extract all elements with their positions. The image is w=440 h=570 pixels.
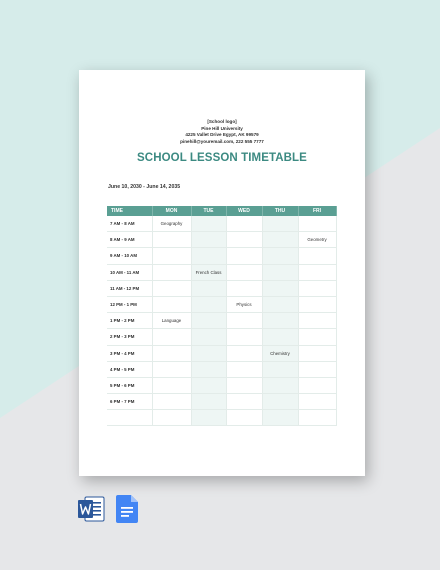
time-slot-cell: 5 PM - 6 PM xyxy=(107,377,152,393)
time-slot-cell xyxy=(107,410,152,426)
time-slot-cell: 1 PM - 2 PM xyxy=(107,313,152,329)
table-row xyxy=(107,377,336,393)
table-row xyxy=(107,345,336,361)
lesson-cell xyxy=(226,394,262,410)
lesson-cell xyxy=(152,361,191,377)
lesson-cell xyxy=(298,313,336,329)
lesson-cell xyxy=(152,264,191,280)
document-title: SCHOOL LESSON TIMETABLE xyxy=(137,152,307,164)
lesson-cell: Language xyxy=(152,313,191,329)
lesson-cell xyxy=(226,280,262,296)
school-contact: pinehill@youremail.com, 222 555 7777 xyxy=(180,138,264,144)
time-slot-cell: 7 AM - 8 AM xyxy=(107,216,152,232)
column-header-tue: TUE xyxy=(191,206,226,216)
table-row xyxy=(107,313,336,329)
lesson-cell xyxy=(226,329,262,345)
lesson-cell xyxy=(298,248,336,264)
table-row xyxy=(107,394,336,410)
lesson-cell xyxy=(262,394,298,410)
timetable-header-row xyxy=(107,206,336,216)
lesson-cell xyxy=(191,313,226,329)
school-address: 4225 Vallet Drive Egypt, AK 99579 xyxy=(185,132,259,138)
time-slot-cell: 8 AM - 9 AM xyxy=(107,232,152,248)
column-header-mon: MON xyxy=(152,206,191,216)
lesson-cell xyxy=(226,361,262,377)
lesson-cell xyxy=(152,232,191,248)
lesson-cell xyxy=(262,248,298,264)
lesson-cell xyxy=(152,280,191,296)
lesson-cell xyxy=(298,394,336,410)
column-header-wed: WED xyxy=(226,206,262,216)
lesson-cell xyxy=(152,377,191,393)
table-row xyxy=(107,361,336,377)
lesson-cell xyxy=(191,329,226,345)
lesson-cell xyxy=(262,264,298,280)
lesson-cell xyxy=(226,345,262,361)
column-header-thu: THU xyxy=(262,206,298,216)
lesson-cell xyxy=(262,216,298,232)
lesson-cell xyxy=(191,377,226,393)
time-slot-cell: 4 PM - 5 PM xyxy=(107,361,152,377)
lesson-cell xyxy=(191,410,226,426)
date-range: June 10, 2030 - June 14, 2035 xyxy=(108,184,181,190)
lesson-cell xyxy=(152,329,191,345)
logo-placeholder: [School logo] xyxy=(207,119,237,124)
lesson-cell xyxy=(226,248,262,264)
lesson-cell xyxy=(152,345,191,361)
lesson-cell xyxy=(262,410,298,426)
document-header xyxy=(79,119,365,145)
school-name: Pine Hill University xyxy=(201,125,243,131)
column-header-time: TIME xyxy=(107,206,152,216)
lesson-cell: French Class xyxy=(191,264,226,280)
time-slot-cell: 3 PM - 4 PM xyxy=(107,345,152,361)
lesson-cell xyxy=(191,216,226,232)
lesson-cell xyxy=(226,232,262,248)
time-slot-cell: 2 PM - 3 PM xyxy=(107,329,152,345)
lesson-cell xyxy=(191,361,226,377)
lesson-cell xyxy=(226,377,262,393)
lesson-cell xyxy=(191,394,226,410)
lesson-cell xyxy=(152,248,191,264)
lesson-cell xyxy=(298,264,336,280)
lesson-cell xyxy=(191,232,226,248)
lesson-cell xyxy=(262,377,298,393)
document-page xyxy=(79,70,365,476)
lesson-cell xyxy=(226,313,262,329)
lesson-cell xyxy=(191,296,226,312)
timetable-body xyxy=(107,216,336,426)
time-slot-cell: 6 PM - 7 PM xyxy=(107,394,152,410)
lesson-cell: Chemistry xyxy=(262,345,298,361)
lesson-cell xyxy=(298,296,336,312)
lesson-cell xyxy=(152,410,191,426)
lesson-cell xyxy=(298,377,336,393)
lesson-cell xyxy=(152,394,191,410)
lesson-cell xyxy=(152,296,191,312)
lesson-cell xyxy=(262,313,298,329)
lesson-cell: Physics xyxy=(226,296,262,312)
table-row xyxy=(107,410,336,426)
time-slot-cell: 9 AM - 10 AM xyxy=(107,248,152,264)
time-slot-cell: 11 AM - 12 PM xyxy=(107,280,152,296)
table-row xyxy=(107,264,336,280)
lesson-cell xyxy=(298,410,336,426)
lesson-cell xyxy=(298,329,336,345)
lesson-cell xyxy=(226,216,262,232)
column-header-fri: FRI xyxy=(298,206,336,216)
lesson-cell xyxy=(191,280,226,296)
table-row xyxy=(107,248,336,264)
table-row xyxy=(107,280,336,296)
lesson-cell xyxy=(191,345,226,361)
table-row xyxy=(107,216,336,232)
lesson-cell: Geometry xyxy=(298,232,336,248)
lesson-cell xyxy=(262,361,298,377)
table-row xyxy=(107,329,336,345)
time-slot-cell: 12 PM - 1 PM xyxy=(107,296,152,312)
timetable xyxy=(107,206,337,426)
time-slot-cell: 10 AM - 11 AM xyxy=(107,264,152,280)
google-docs-icon[interactable] xyxy=(116,495,138,523)
lesson-cell xyxy=(262,329,298,345)
lesson-cell xyxy=(226,410,262,426)
lesson-cell xyxy=(226,264,262,280)
lesson-cell xyxy=(262,232,298,248)
table-row xyxy=(107,232,336,248)
lesson-cell xyxy=(262,296,298,312)
table-row xyxy=(107,296,336,312)
lesson-cell xyxy=(298,216,336,232)
lesson-cell xyxy=(191,248,226,264)
lesson-cell: Geography xyxy=(152,216,191,232)
lesson-cell xyxy=(298,345,336,361)
microsoft-word-icon[interactable] xyxy=(78,496,105,522)
lesson-cell xyxy=(298,361,336,377)
lesson-cell xyxy=(262,280,298,296)
lesson-cell xyxy=(298,280,336,296)
